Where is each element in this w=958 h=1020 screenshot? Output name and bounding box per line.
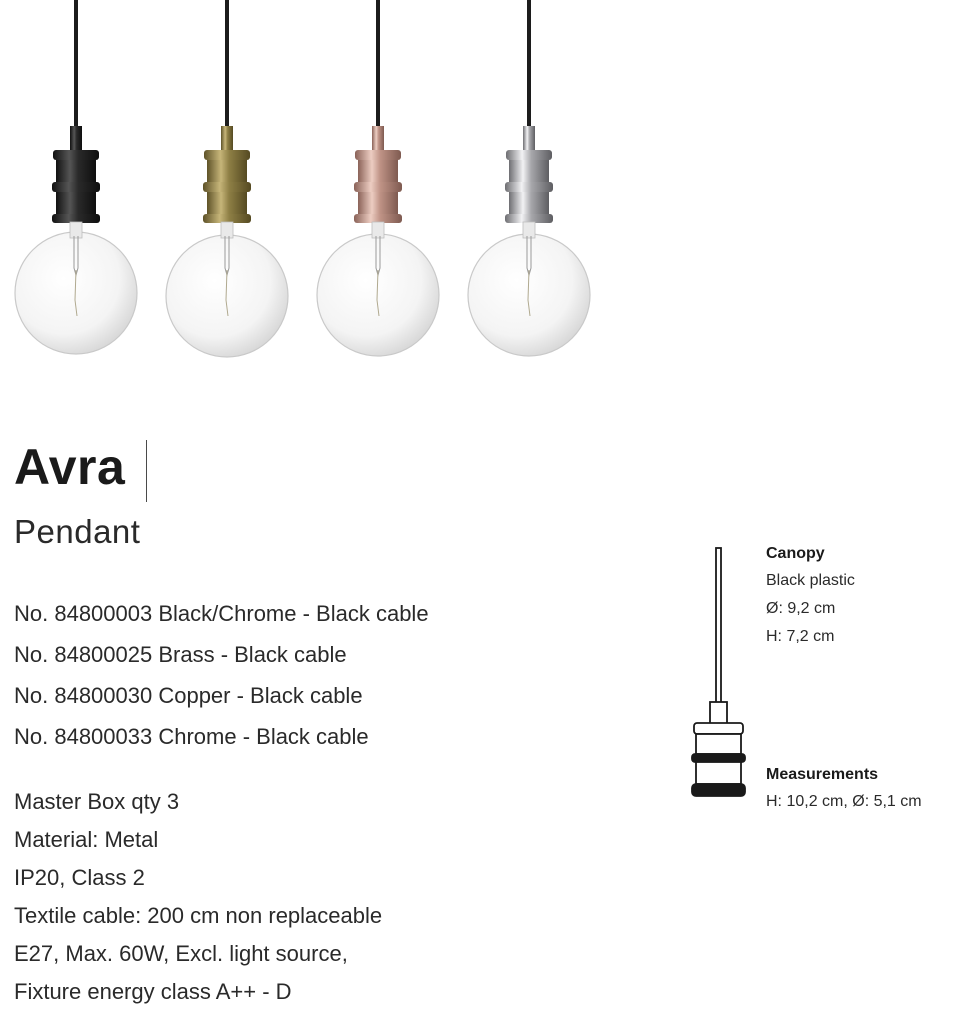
lamp-chrome xyxy=(468,0,590,356)
canopy-title: Canopy xyxy=(766,545,825,562)
measurements-info xyxy=(766,762,922,816)
spec-item: E27, Max. 60W, Excl. light source, xyxy=(14,941,348,966)
variant-list xyxy=(14,593,429,757)
measurements-value: H: 10,2 cm, Ø: 5,1 cm xyxy=(766,793,922,810)
variant-item: No. 84800030 Copper - Black cable xyxy=(14,683,363,708)
spec-list xyxy=(14,783,382,1011)
product-type: Pendant xyxy=(14,513,141,550)
spec-item: Fixture energy class A++ - D xyxy=(14,979,292,1004)
measurements-title: Measurements xyxy=(766,766,879,783)
text-cursor xyxy=(146,440,147,502)
pendant-lamps-photo xyxy=(0,0,620,370)
canopy-height: H: 7,2 cm xyxy=(766,628,835,645)
lamp-brass xyxy=(166,0,288,357)
canopy-material: Black plastic xyxy=(766,572,855,589)
lamp-black-chrome xyxy=(15,0,137,354)
spec-item: Material: Metal xyxy=(14,827,159,852)
lamp-copper xyxy=(317,0,439,356)
lampholder-diagram xyxy=(680,540,760,810)
product-name: Avra xyxy=(14,439,126,495)
spec-item: IP20, Class 2 xyxy=(14,865,145,890)
spec-item: Textile cable: 200 cm non replaceable xyxy=(14,903,383,928)
variant-item: No. 84800033 Chrome - Black cable xyxy=(14,724,369,749)
variant-item: No. 84800003 Black/Chrome - Black cable xyxy=(14,601,429,626)
spec-item: Master Box qty 3 xyxy=(14,789,180,814)
canopy-diameter: Ø: 9,2 cm xyxy=(766,600,836,617)
canopy-info xyxy=(766,541,855,651)
variant-item: No. 84800025 Brass - Black cable xyxy=(14,642,347,667)
